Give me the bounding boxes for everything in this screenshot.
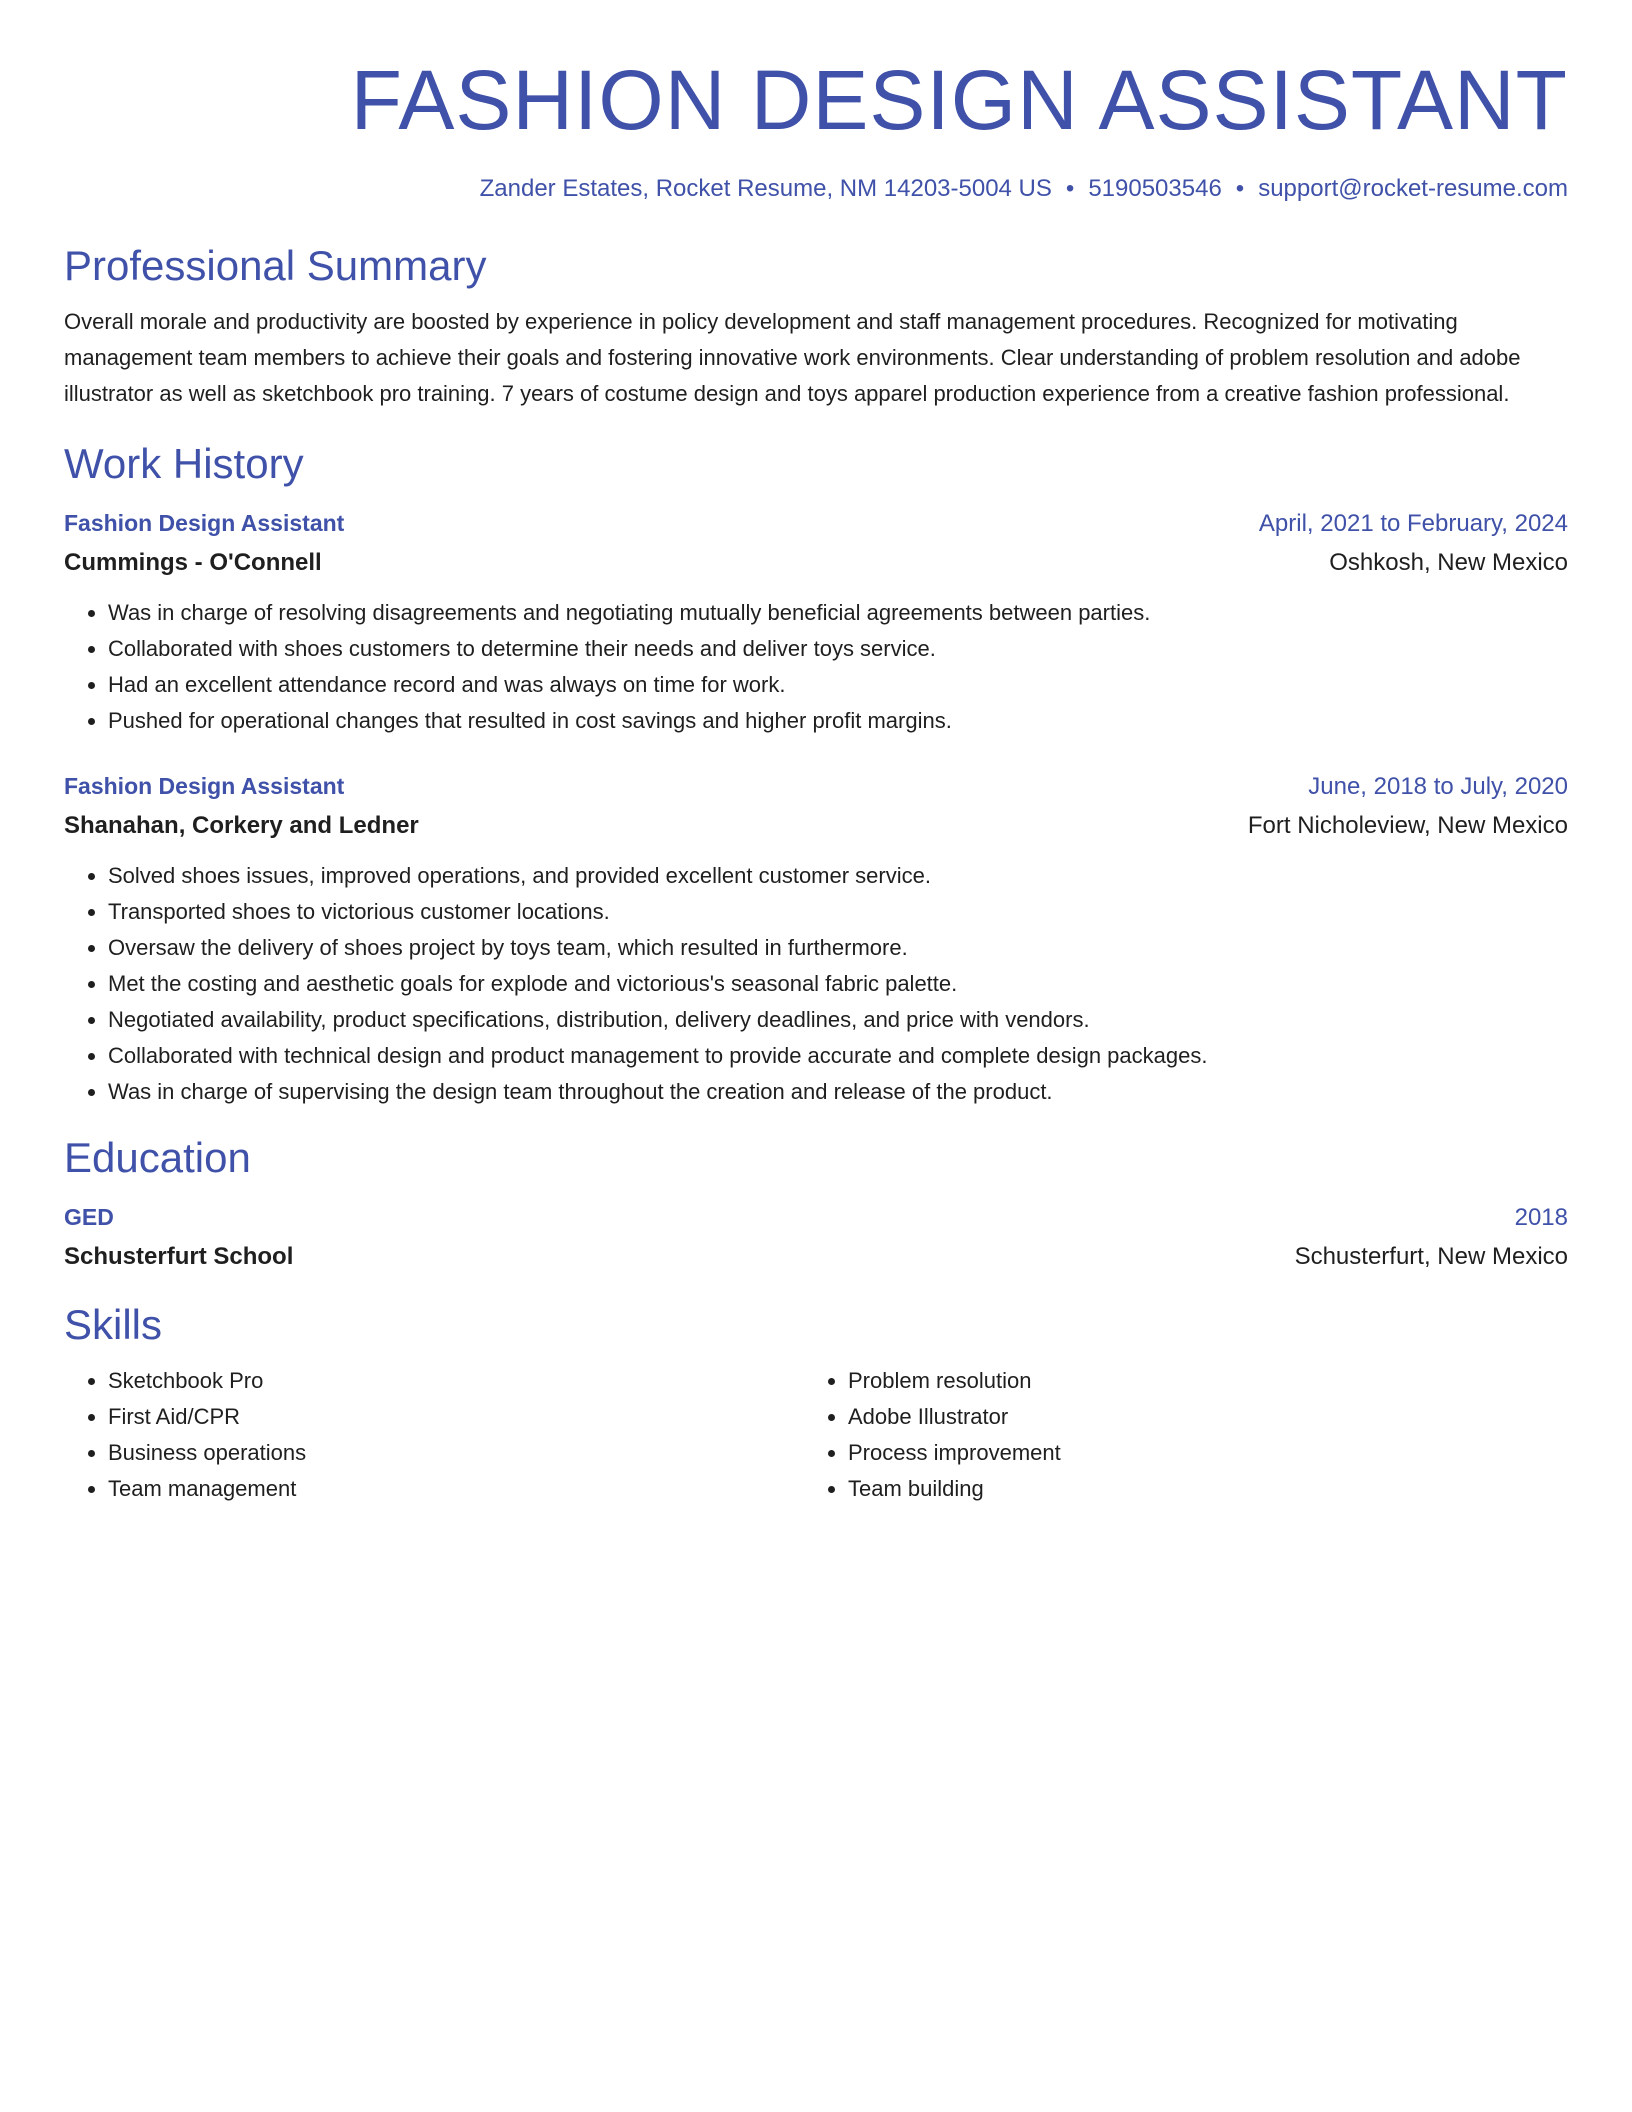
- skill-item: • Team management: [108, 1471, 804, 1507]
- resume-header: [64, 52, 1568, 206]
- skills-list: [64, 1363, 1568, 1507]
- skill-item: • Business operations: [108, 1435, 804, 1471]
- contact-address: Zander Estates, Rocket Resume, NM 14203-5004 US: [479, 175, 1052, 202]
- contact-phone: 5190503546: [1088, 175, 1222, 202]
- education-entry: [64, 1198, 1568, 1277]
- skill-item: • Problem resolution: [848, 1363, 1544, 1399]
- skill-item: • Adobe Illustrator: [848, 1399, 1544, 1435]
- skill-item: • Process improvement: [848, 1435, 1544, 1471]
- skills-column-right: [804, 1363, 1544, 1507]
- education-degree: GED: [64, 1204, 114, 1230]
- section-title-work: Work History: [64, 440, 304, 487]
- job-bullet: • Had an excellent attendance record and was always on time for work.: [108, 667, 1568, 703]
- job-bullet: • Solved shoes issues, improved operations, and provided excellent customer service.: [108, 858, 1568, 894]
- job-bullets: [64, 858, 1568, 1110]
- job-bullet: • Negotiated availability, product specifications, distribution, delivery deadlines, and price with vendors.: [108, 1002, 1568, 1038]
- job-location: Oshkosh, New Mexico: [1329, 549, 1568, 576]
- job-bullet: • Transported shoes to victorious customer locations.: [108, 894, 1568, 930]
- skill-item: • Sketchbook Pro: [108, 1363, 804, 1399]
- section-title-education: Education: [64, 1134, 251, 1181]
- skills-column-left: [64, 1363, 804, 1507]
- job-dates: June, 2018 to July, 2020: [1308, 773, 1568, 800]
- job-bullet: • Collaborated with shoes customers to determine their needs and deliver toys service.: [108, 631, 1568, 667]
- contact-separator: •: [1065, 175, 1075, 202]
- job-company: Shanahan, Corkery and Ledner: [64, 812, 419, 839]
- job-entry: [64, 504, 1568, 739]
- job-bullet: • Pushed for operational changes that resulted in cost savings and higher profit margins.: [108, 703, 1568, 739]
- job-bullet: • Collaborated with technical design and product management to provide accurate and complete design packages.: [108, 1038, 1568, 1074]
- summary-text: Overall morale and productivity are boosted by experience in policy development and staff management procedures. Recognized for motivating management team members to achieve their goals and fostering innovative work environments. Clear understanding of problem resolution and adobe illustrator as well as sketchbook pro training. 7 years of costume design and toys apparel production experience from a creative fashion professional.: [64, 309, 1521, 406]
- resume-name: FASHION DESIGN ASSISTANT: [350, 53, 1568, 147]
- skill-item: • First Aid/CPR: [108, 1399, 804, 1435]
- job-role: Fashion Design Assistant: [64, 773, 345, 799]
- section-title-summary: Professional Summary: [64, 242, 487, 289]
- job-dates: April, 2021 to February, 2024: [1258, 510, 1568, 537]
- job-bullet: • Was in charge of supervising the design team throughout the creation and release of the product.: [108, 1074, 1568, 1110]
- section-title-skills: Skills: [64, 1301, 163, 1348]
- job-bullet: • Met the costing and aesthetic goals for explode and victorious's seasonal fabric palette.: [108, 966, 1568, 1002]
- education-year: 2018: [1514, 1204, 1568, 1231]
- job-bullets: [64, 595, 1568, 739]
- skill-item: • Team building: [848, 1471, 1544, 1507]
- job-bullet: • Was in charge of resolving disagreements and negotiating mutually beneficial agreements between parties.: [108, 595, 1568, 631]
- contact-line: [64, 172, 1568, 206]
- contact-email[interactable]: support@rocket-resume.com: [1258, 175, 1568, 202]
- job-bullet: • Oversaw the delivery of shoes project by toys team, which resulted in furthermore.: [108, 930, 1568, 966]
- job-entry: [64, 767, 1568, 1110]
- education-school: Schusterfurt School: [64, 1243, 294, 1270]
- job-company: Cummings - O'Connell: [64, 549, 322, 576]
- education-location: Schusterfurt, New Mexico: [1294, 1243, 1568, 1270]
- job-role: Fashion Design Assistant: [64, 510, 345, 536]
- contact-separator: •: [1235, 175, 1245, 202]
- job-location: Fort Nicholeview, New Mexico: [1247, 812, 1568, 839]
